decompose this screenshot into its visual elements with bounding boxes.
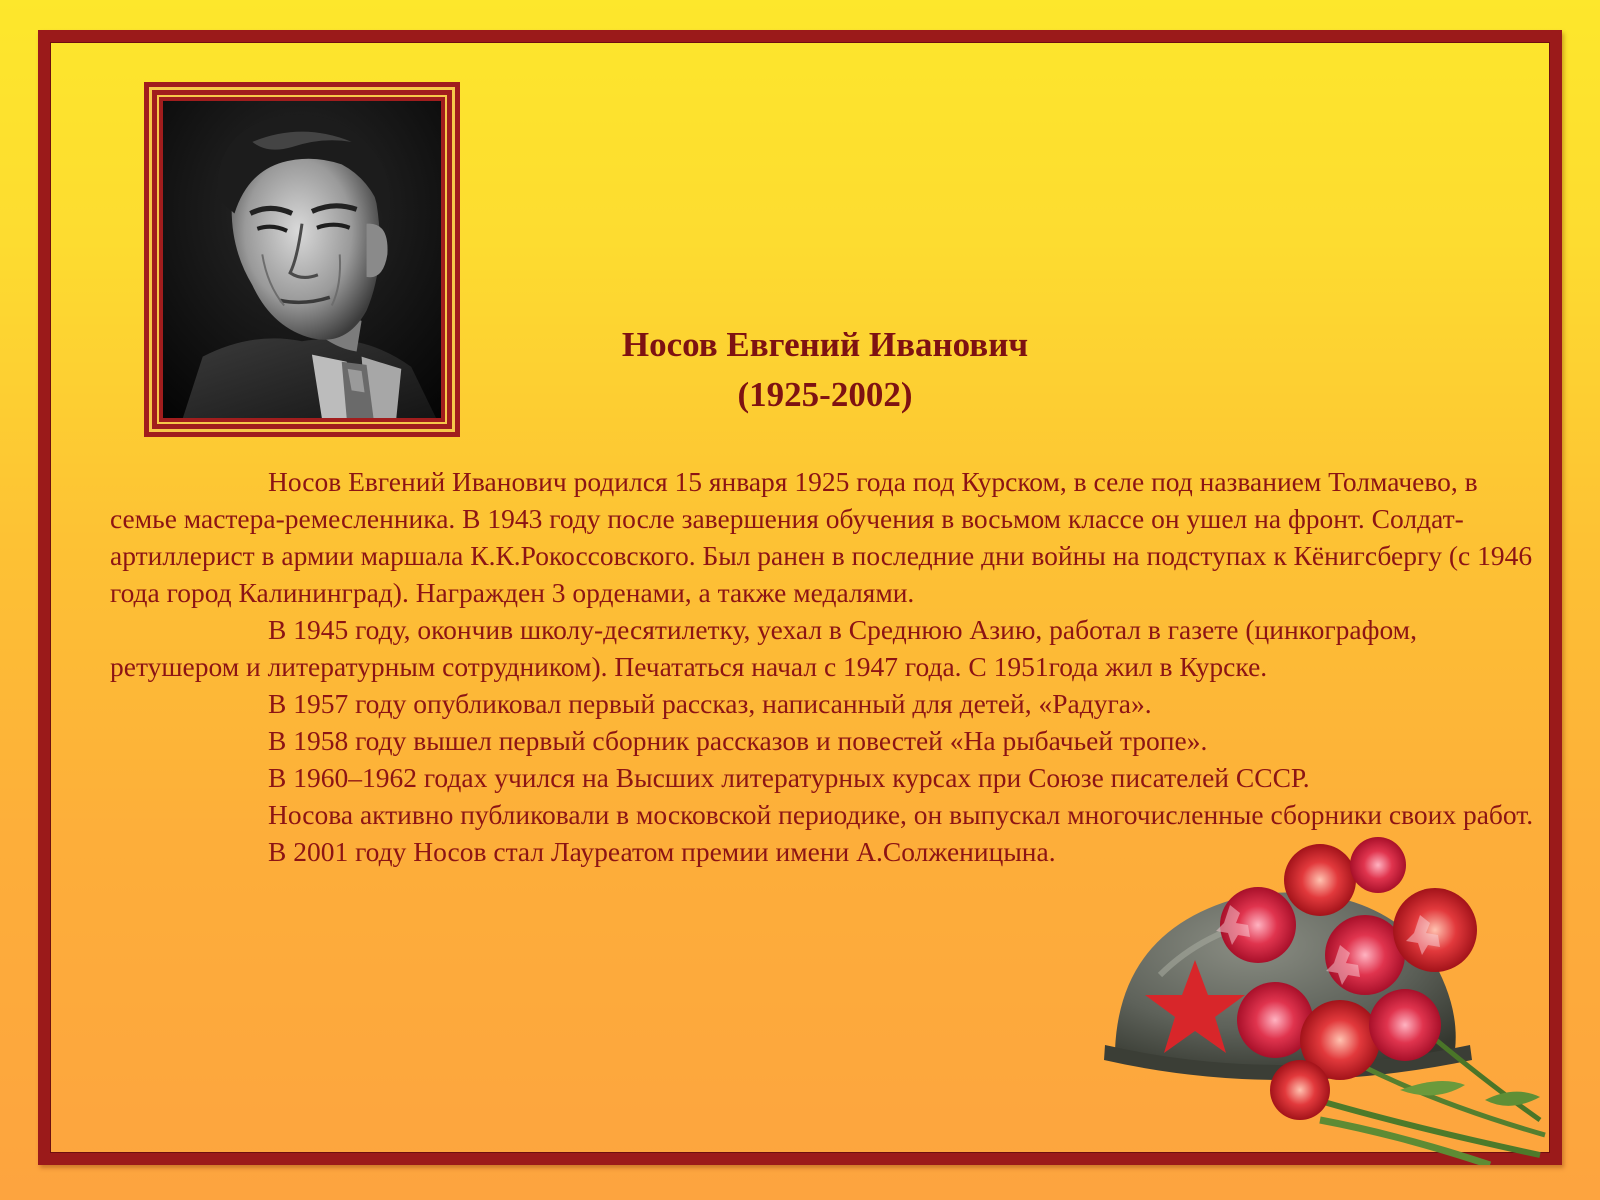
bio-paragraph-1: Носов Евгений Иванович родился 15 января 1925 года под Курском, в селе под названием Толмачево, в семье мастера-ремесленника. В 1943 году после завершения обучения в восьмом классе он ушел на фронт. Солдат-артиллерист в армии маршала К.К.Рокоссовского. Был ранен в последние дни войны на подступах к Кёнигсбергу (с 1946 года город Калининград). Награжден 3 орденами, а также медалями. [110, 466, 1533, 608]
bio-paragraph-4: В 1958 году вышел первый сборник рассказов и повестей «На рыбачьей тропе». [268, 725, 1208, 756]
bio-paragraph-5: В 1960–1962 годах учился на Высших литературных курсах при Союзе писателей СССР. [268, 762, 1310, 793]
bio-paragraph-6: Носова активно публиковали в московской периодике, он выпускал многочисленные сборники своих работ. [268, 799, 1534, 830]
person-name: Носов Евгений Иванович [621, 325, 1029, 364]
bio-paragraph-2: В 1945 году, окончив школу-десятилетку, уехал в Среднюю Азию, работал в газете (цинкографом, ретушером и литературным сотрудником). Печататься начал с 1947 года. С 1951года жил в Курске. [110, 614, 1417, 682]
bio-paragraph-3: В 1957 году опубликовал первый рассказ, написанный для детей, «Радуга». [268, 688, 1152, 719]
bio-paragraph-7: В 2001 году Носов стал Лауреатом премии имени А.Солженицына. [268, 836, 1056, 867]
life-years: (1925-2002) [737, 375, 913, 414]
portrait-frame [144, 82, 460, 437]
biography-text [110, 463, 1545, 870]
carnation-flowers-icon [1216, 837, 1545, 1165]
helmet-flowers-art [1100, 835, 1560, 1165]
portrait-photo [163, 101, 441, 418]
title-block [505, 320, 1145, 420]
